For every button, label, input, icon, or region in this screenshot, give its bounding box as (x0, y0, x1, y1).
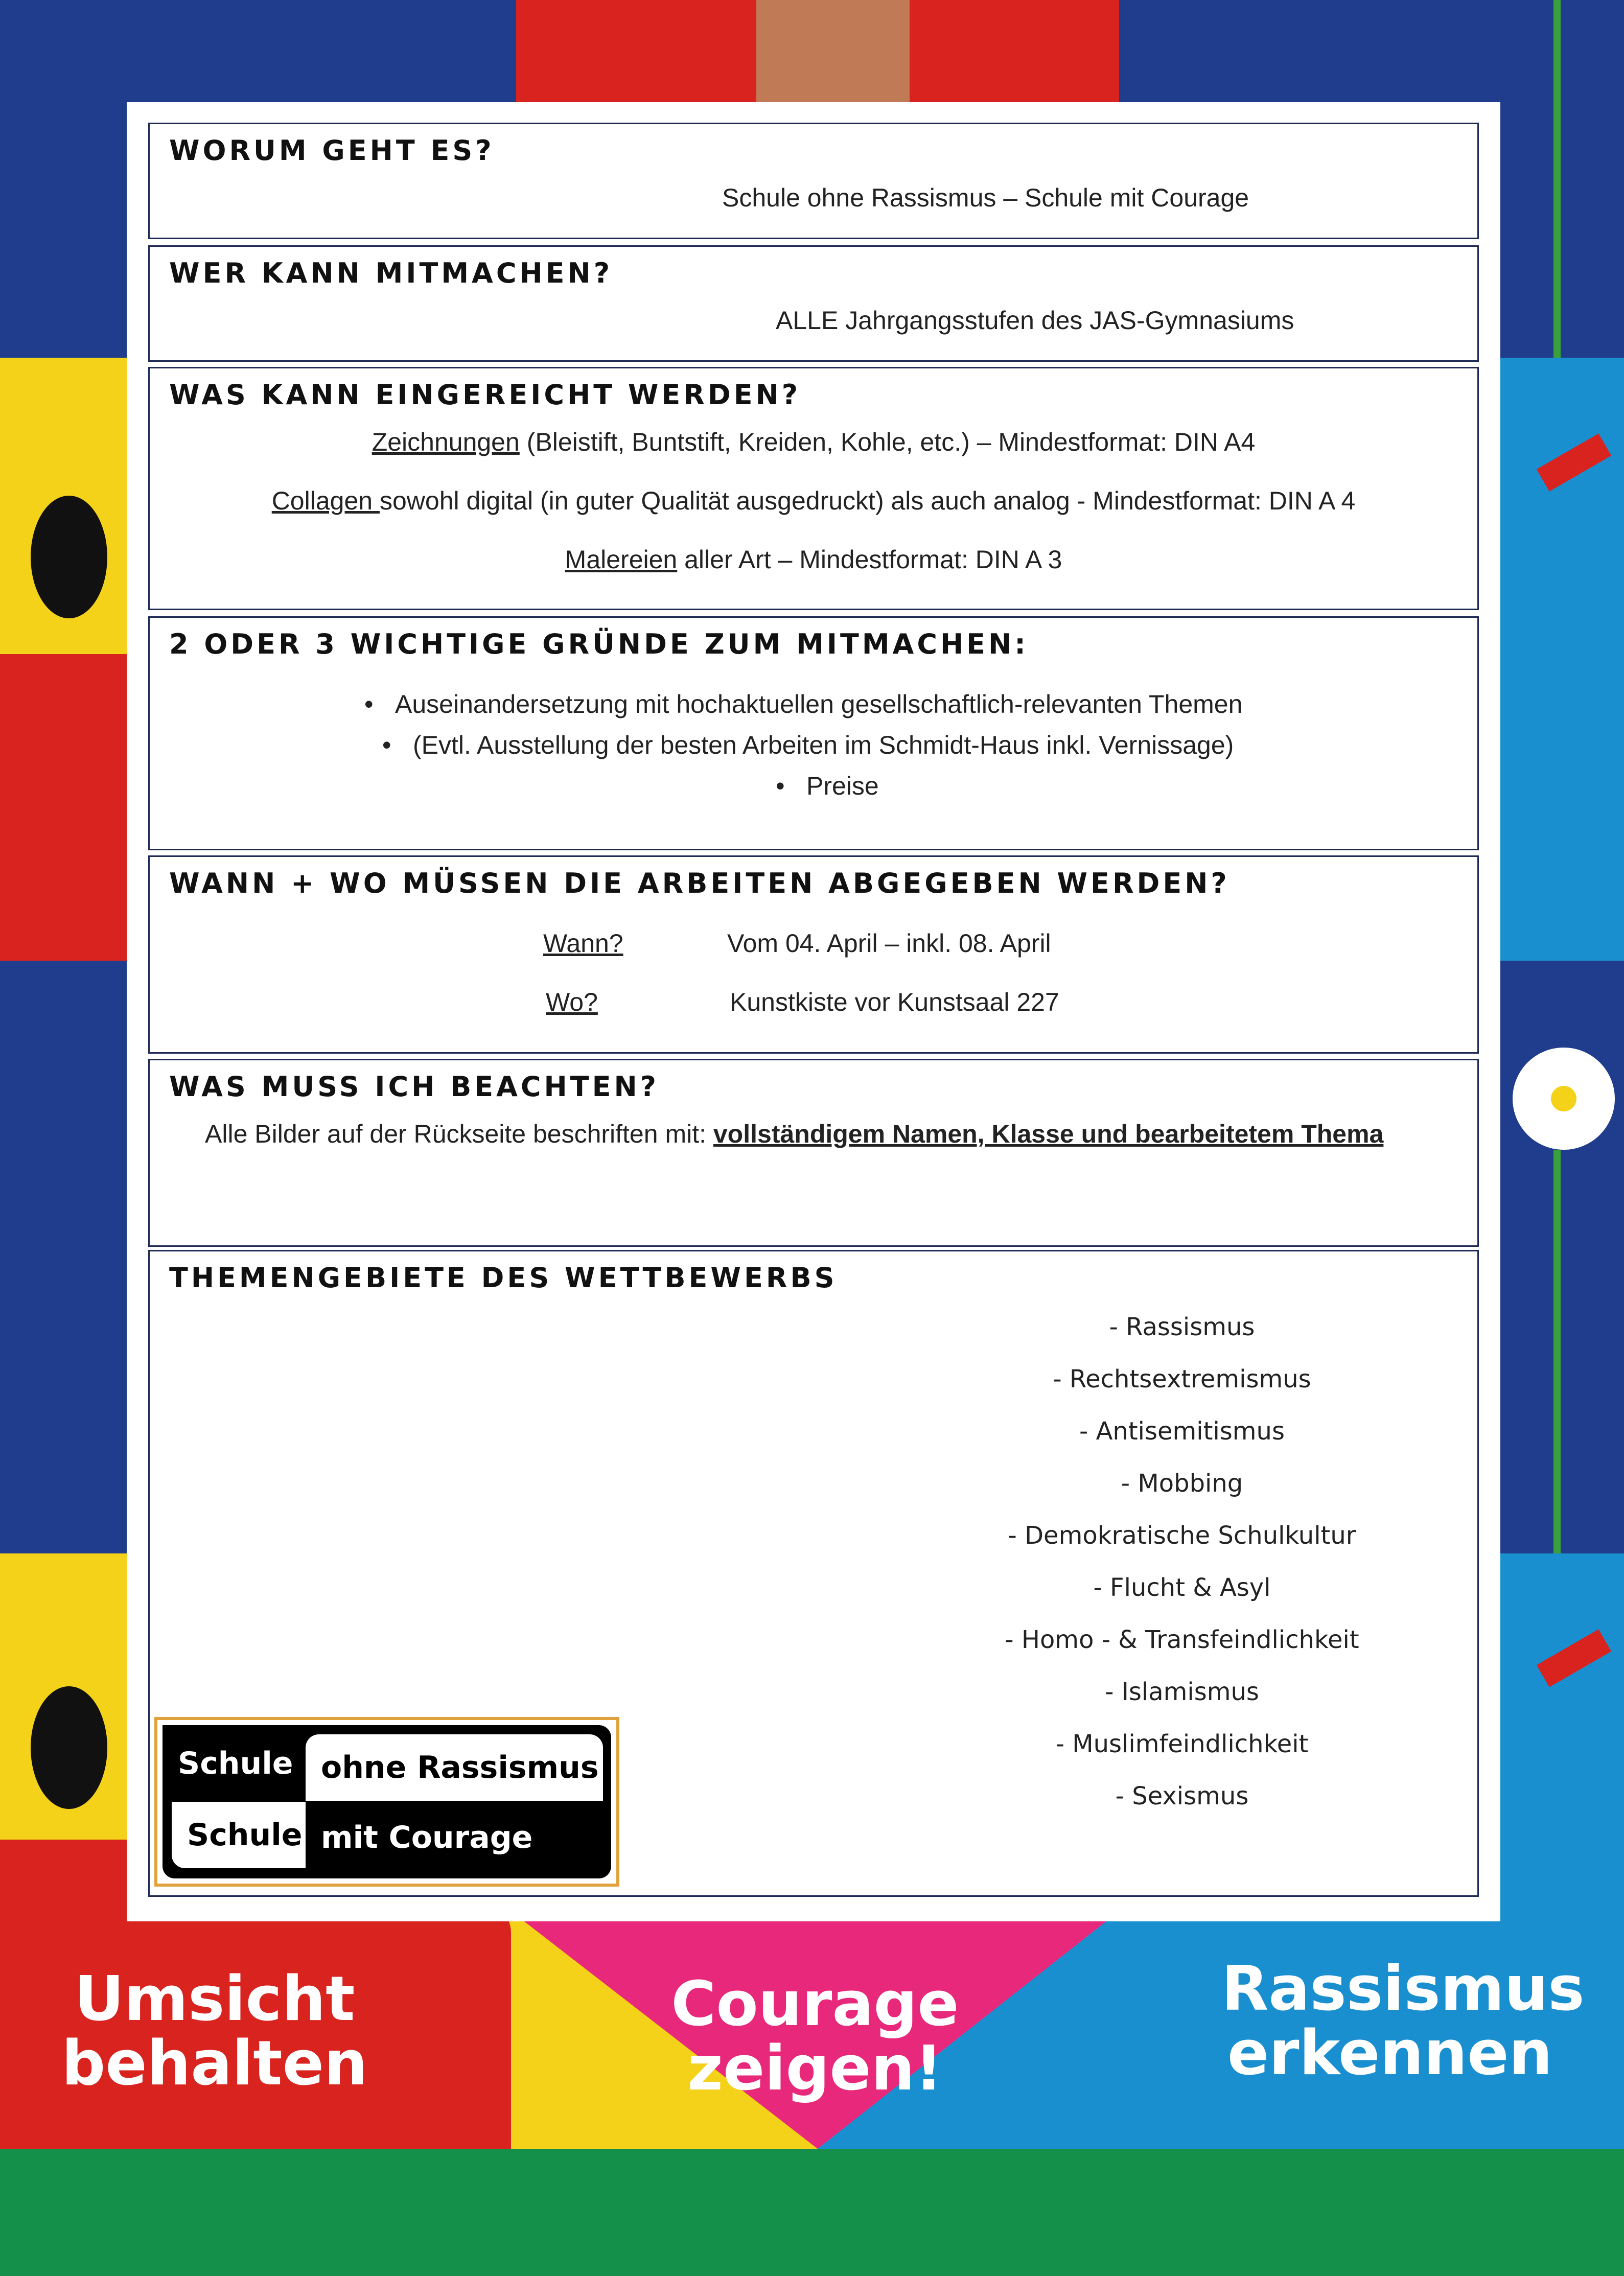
red-arrow-2 (1537, 1629, 1611, 1687)
section-wer (148, 245, 1479, 362)
slogan-umsicht: Umsicht behalten (61, 1964, 368, 2099)
logo-mit-courage: mit Courage (306, 1802, 603, 1873)
bullet-dot: • (776, 772, 785, 800)
black-oval-2 (31, 1686, 107, 1809)
section-wann-wo (148, 855, 1479, 1054)
daisy-center (1551, 1086, 1576, 1111)
info-sheet (127, 102, 1500, 1921)
logo-ohne-rassismus: ohne Rassismus (306, 1734, 603, 1801)
section-title: WER KANN MITMACHEN? (169, 257, 613, 289)
reason-item: • (Evtl. Ausstellung der besten Arbeiten im Schmidt-Haus inkl. Vernissage) (382, 731, 1234, 759)
format-link: Zeichnungen (372, 428, 520, 456)
section-title: WANN + WO MÜSSEN DIE ARBEITEN ABGEGEBEN WERDEN? (169, 867, 1230, 899)
slogan-rassismus: Rassismus erkennen (1221, 1954, 1585, 2089)
topic-item: - Islamismus (1105, 1678, 1259, 1706)
beachten-emphasis: vollständigem Namen, Klasse und bearbeitetem Thema (713, 1120, 1384, 1148)
section-title: WAS MUSS ICH BEACHTEN? (169, 1071, 659, 1103)
plaster-graphic (756, 0, 910, 102)
format-line-malereien: Malereien aller Art – Mindestformat: DIN A 3 (565, 545, 1062, 574)
reason-item: • Auseinandersetzung mit hochaktuellen gesellschaftlich-relevanten Themen (364, 690, 1243, 718)
format-line-zeichnungen: Zeichnungen (Bleistift, Buntstift, Kreiden, Kohle, etc.) – Mindestformat: DIN A4 (372, 428, 1256, 456)
section-text: Schule ohne Rassismus – Schule mit Courage (722, 183, 1249, 212)
format-link: Collagen (271, 486, 380, 515)
where-label: Wo? (546, 988, 598, 1016)
logo-schule-1: Schule (163, 1725, 306, 1802)
topic-item: - Rechtsextremismus (1053, 1365, 1311, 1394)
topic-item: - Rassismus (1109, 1313, 1255, 1341)
bullet-dot: • (364, 690, 374, 718)
when-value: Vom 04. April – inkl. 08. April (727, 929, 1051, 958)
format-line-collagen: Collagen sowohl digital (in guter Qualität ausgedruckt) als auch analog - Mindestformat: DIN A 4 (271, 486, 1356, 515)
section-gruende (148, 616, 1479, 850)
where-value: Kunstkiste vor Kunstsaal 227 (730, 988, 1059, 1016)
section-text: ALLE Jahrgangsstufen des JAS-Gymnasiums (776, 306, 1294, 335)
sor-smc-logo (154, 1717, 619, 1887)
when-label: Wann? (543, 929, 623, 958)
section-was (148, 367, 1479, 610)
topic-item: - Demokratische Schulkultur (1008, 1521, 1356, 1550)
section-beachten (148, 1059, 1479, 1247)
section-title: 2 ODER 3 WICHTIGE GRÜNDE ZUM MITMACHEN: (169, 628, 1029, 660)
beachten-text: Alle Bilder auf der Rückseite beschriften mit: vollständigem Namen, Klasse und bearbeitetem Thema (205, 1120, 1384, 1148)
slogan-courage: Courage zeigen! (671, 1969, 959, 2104)
footer-band (0, 2149, 1624, 2276)
topic-item: - Homo - & Transfeindlichkeit (1005, 1625, 1359, 1654)
reason-item: • Preise (776, 772, 879, 800)
red-arrow (1537, 433, 1611, 491)
section-title: WAS KANN EINGEREICHT WERDEN? (169, 379, 801, 411)
section-title: WORUM GEHT ES? (169, 134, 495, 167)
section-worum (148, 123, 1479, 239)
format-link: Malereien (565, 545, 678, 574)
plant-stem (1553, 0, 1561, 358)
topic-item: - Muslimfeindlichkeit (1055, 1730, 1309, 1758)
section-title: THEMENGEBIETE DES WETTBEWERBS (169, 1262, 838, 1294)
topic-item: - Flucht & Asyl (1093, 1573, 1271, 1602)
topic-item: - Sexismus (1115, 1782, 1249, 1810)
logo-frame (163, 1725, 611, 1878)
black-oval (31, 496, 107, 618)
plant-stem-2 (1553, 1150, 1561, 1553)
topic-item: - Mobbing (1121, 1469, 1243, 1498)
topic-item: - Antisemitismus (1079, 1417, 1285, 1446)
bullet-dot: • (382, 731, 391, 759)
logo-schule-2: Schule (172, 1802, 306, 1868)
